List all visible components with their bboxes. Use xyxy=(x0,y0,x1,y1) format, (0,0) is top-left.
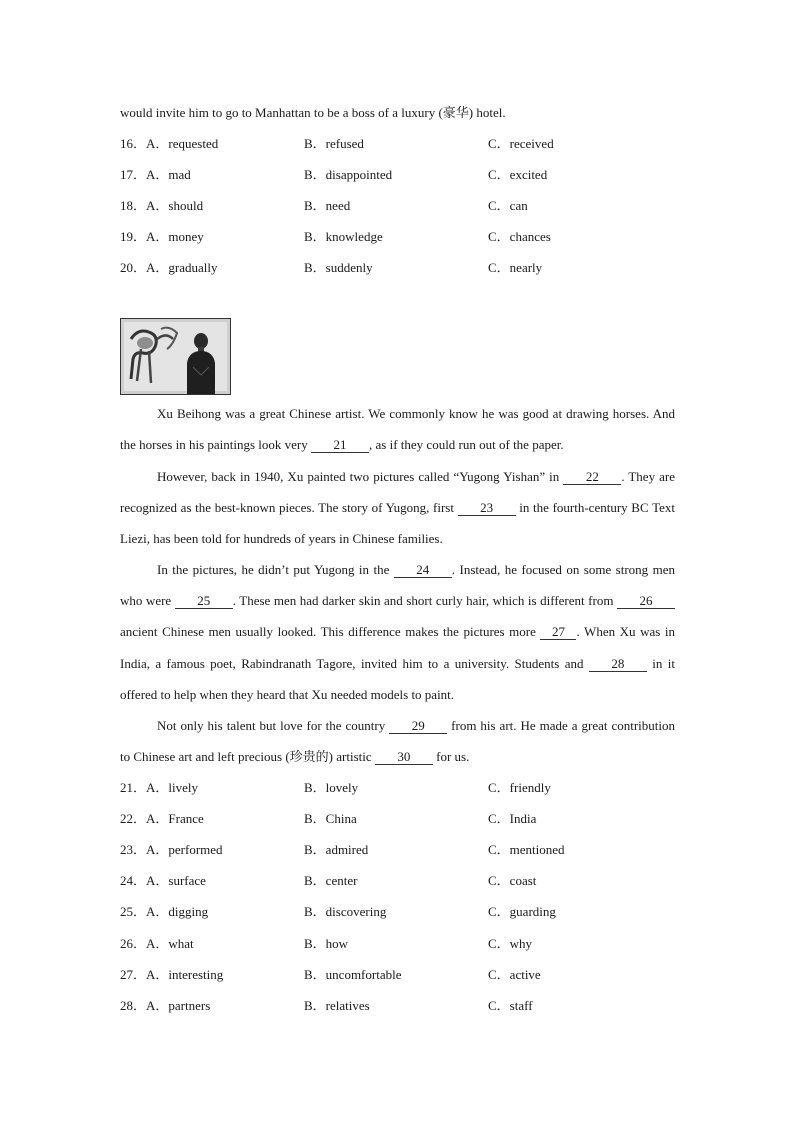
option-c: C．chances xyxy=(488,229,551,244)
option-a: 25．A．digging xyxy=(120,904,209,919)
blank-27: 27 xyxy=(540,624,576,640)
option-c: C．received xyxy=(488,136,554,151)
option-b: B．need xyxy=(304,198,351,213)
option-a: 18．A．should xyxy=(120,198,204,213)
option-a: 22．A．France xyxy=(120,811,204,826)
option-a: 27．A．interesting xyxy=(120,967,224,982)
option-b: B．lovely xyxy=(304,780,359,795)
option-a: 20．A．gradually xyxy=(120,260,218,275)
option-c: C．excited xyxy=(488,167,548,182)
option-a: 24．A．surface xyxy=(120,873,206,888)
option-c: C．guarding xyxy=(488,904,556,919)
option-b: B．refused xyxy=(304,136,364,151)
blank-29: 29 xyxy=(389,718,447,734)
option-c: C．why xyxy=(488,936,533,951)
option-a: 28．A．partners xyxy=(120,998,211,1013)
blank-23: 23 xyxy=(458,500,516,516)
question-28 xyxy=(120,996,680,1016)
option-a: 23．A．performed xyxy=(120,842,223,857)
passage-paragraph-1: Xu Beihong was a great Chinese artist. We commonly know he was good at drawing horses. And the horses in his paintings look very 21 , as if they could run out of the paper. xyxy=(120,406,675,453)
option-a: 16．A．requested xyxy=(120,136,219,151)
blank-28: 28 xyxy=(589,656,647,672)
question-21 xyxy=(120,778,680,798)
option-c: C．India xyxy=(488,811,537,826)
blank-25: 25 xyxy=(175,593,233,609)
option-b: B．uncomfortable xyxy=(304,967,402,982)
blank-21: 21 xyxy=(311,437,369,453)
option-c: C．can xyxy=(488,198,528,213)
portrait-image xyxy=(121,319,230,394)
option-c: C．coast xyxy=(488,873,537,888)
question-26 xyxy=(120,934,680,954)
option-c: C．nearly xyxy=(488,260,543,275)
option-b: B．disappointed xyxy=(304,167,393,182)
question-19 xyxy=(120,227,680,247)
option-c: C．staff xyxy=(488,998,533,1013)
option-b: B．admired xyxy=(304,842,369,857)
option-c: C．mentioned xyxy=(488,842,565,857)
option-a: 17．A．mad xyxy=(120,167,191,182)
option-b: B．suddenly xyxy=(304,260,373,275)
question-25 xyxy=(120,902,680,922)
option-b: B．relatives xyxy=(304,998,370,1013)
passage-paragraph-4: Not only his talent but love for the country 29 from his art. He made a great contribution to Chinese art and left precious (珍贵的) artistic 30 for us. xyxy=(120,718,675,765)
question-20 xyxy=(120,258,680,278)
question-23 xyxy=(120,840,680,860)
intro-line: would invite him to go to Manhattan to be a boss of a luxury (豪华) hotel. xyxy=(120,105,506,120)
option-b: B．center xyxy=(304,873,358,888)
option-c: C．active xyxy=(488,967,541,982)
option-a: 21．A．lively xyxy=(120,780,199,795)
option-b: B．knowledge xyxy=(304,229,383,244)
xu-beihong-photo xyxy=(120,318,231,395)
option-c: C．friendly xyxy=(488,780,551,795)
passage-paragraph-2: However, back in 1940, Xu painted two pictures called “Yugong Yishan” in 22 . They are recognized as the best-known pieces. The story of Yugong, first 23 in the fourth-century BC Text Liezi, has been told for hundreds of years in Chinese families. xyxy=(120,469,675,547)
blank-22: 22 xyxy=(563,469,621,485)
option-b: B．discovering xyxy=(304,904,387,919)
question-27 xyxy=(120,965,680,985)
question-22 xyxy=(120,809,680,829)
blank-30: 30 xyxy=(375,749,433,765)
question-16 xyxy=(120,134,680,154)
question-17 xyxy=(120,165,680,185)
question-24 xyxy=(120,871,680,891)
option-a: 19．A．money xyxy=(120,229,204,244)
blank-24: 24 xyxy=(394,562,452,578)
option-b: B．China xyxy=(304,811,357,826)
option-a: 26．A．what xyxy=(120,936,194,951)
blank-26: 26 xyxy=(617,593,675,609)
option-b: B．how xyxy=(304,936,349,951)
question-18 xyxy=(120,196,680,216)
passage-paragraph-3: In the pictures, he didn’t put Yugong in the 24 . Instead, he focused on some strong men who were 25 . These men had darker skin and short curly hair, which is different from 26 ancient Chinese men usually looked. This difference makes the pictures more 27 . When Xu was in India, a famous poet, Rabindranath Tagore, invited him to a university. Students and 28 in it offered to help when they heard that Xu needed models to paint. xyxy=(120,562,675,702)
